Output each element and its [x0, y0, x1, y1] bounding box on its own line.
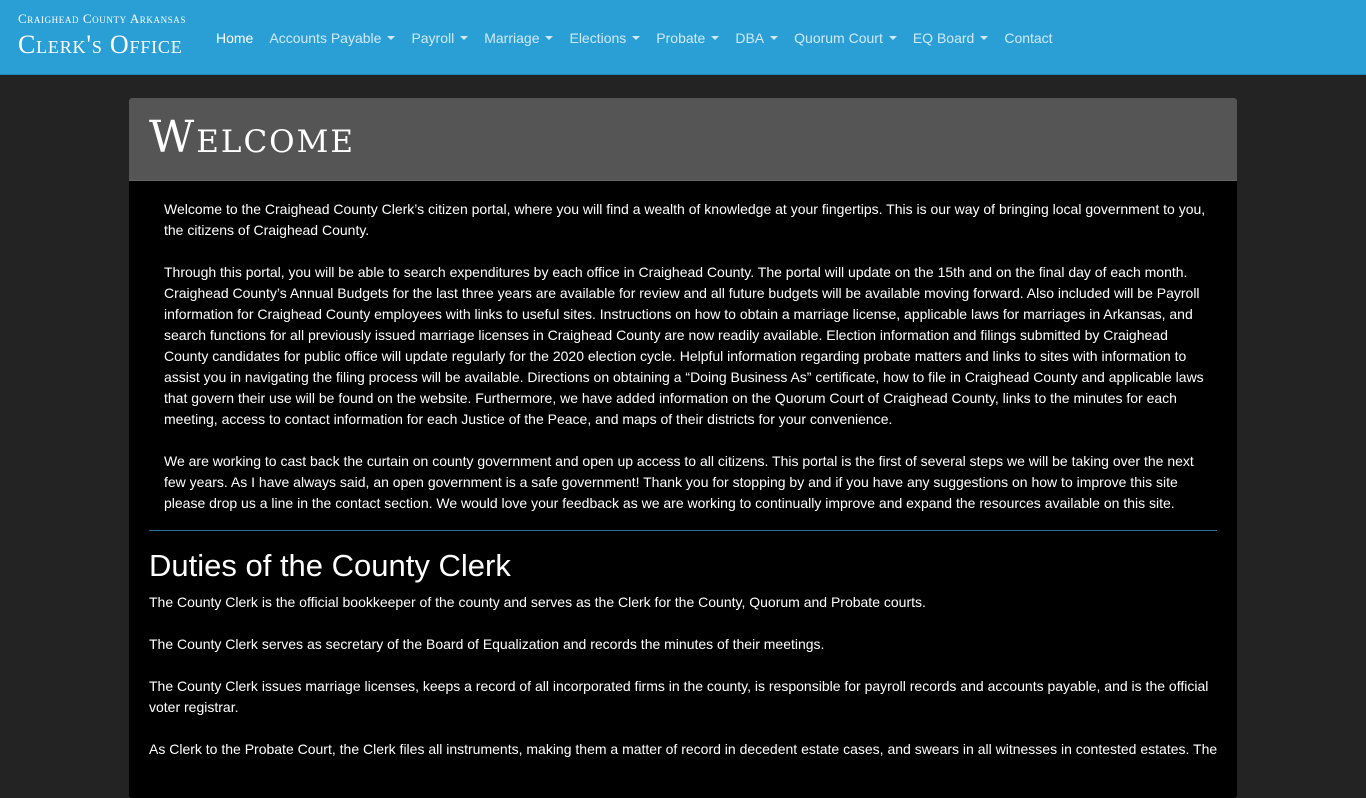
nav-dba-label[interactable]: DBA: [735, 29, 765, 46]
top-navbar: [0, 0, 1366, 75]
nav-eq-board-label[interactable]: EQ Board: [912, 29, 975, 46]
nav-payroll-label[interactable]: Payroll: [411, 29, 455, 46]
nav-dba[interactable]: [727, 30, 786, 46]
chevron-down-icon: [889, 36, 897, 40]
chevron-down-icon: [545, 36, 553, 40]
nav-marriage[interactable]: [476, 30, 561, 46]
nav-home[interactable]: [208, 30, 261, 46]
main-nav: [208, 0, 1061, 75]
brand-county-name[interactable]: Craighead County Arkansas: [18, 11, 187, 26]
site-brand[interactable]: [18, 10, 186, 60]
nav-probate-label[interactable]: Probate: [656, 29, 706, 46]
intro-paragraph: Through this portal, you will be able to search expenditures by each office in Craighead County. The portal will update on the 15th and on the final day of each month. Craighead County’s Annual Budgets for the last three years are available for review and all future budgets will be available moving forward. Also included will be Payroll information for Craighead County employees with links to useful sites. Instructions on how to obtain a marriage license, applicable laws for marriages in Arkansas, and search functions for all previously issued marriage licenses in Craighead County are now readily available. Election information and filings submitted by Craighead County candidates for public office will update regularly for the 2020 election cycle. Helpful information regarding probate matters and links to sites with information to assist you in navigating the filing process will be available. Directions on obtaining a “Doing Business As” certificate, how to file in Craighead County and applicable laws that govern their use will be found on the website. Furthermore, we have added information on the Quorum Court of Craighead County, links to the minutes for each meeting, access to contact information for each Justice of the Peace, and maps of their districts for your convenience.: [164, 264, 1204, 427]
duties-paragraph: The County Clerk issues marriage licenses, keeps a record of all incorporated firms in the county, is responsible for payroll records and accounts payable, and is the official voter registrar.: [149, 678, 1209, 715]
chevron-down-icon: [711, 36, 719, 40]
duties-paragraph: As Clerk to the Probate Court, the Clerk files all instruments, making them a matter of record in decedent estate cases, and swears in all witnesses in contested estates. The: [149, 741, 1218, 757]
page-title: Welcome: [149, 112, 355, 163]
nav-contact[interactable]: [996, 30, 1060, 46]
duties-paragraph: The County Clerk serves as secretary of the Board of Equalization and records the minutes of their meetings.: [149, 636, 825, 652]
brand-office-name[interactable]: Clerk's Office: [18, 30, 183, 59]
nav-contact-label[interactable]: Contact: [1004, 29, 1053, 46]
duties-paragraph: The County Clerk is the official bookkeeper of the county and serves as the Clerk for the County, Quorum and Probate courts.: [149, 594, 926, 610]
chevron-down-icon: [460, 36, 468, 40]
chevron-down-icon: [632, 36, 640, 40]
chevron-down-icon: [387, 36, 395, 40]
nav-marriage-label[interactable]: Marriage: [484, 29, 540, 46]
nav-accounts-payable[interactable]: [261, 30, 403, 46]
nav-accounts-payable-label[interactable]: Accounts Payable: [269, 29, 382, 46]
chevron-down-icon: [980, 36, 988, 40]
intro-paragraph: Welcome to the Craighead County Clerk’s citizen portal, where you will find a wealth of knowledge at your fingertips. This is our way of bringing local government to you, the citizens of Craighead County.: [164, 201, 1206, 238]
nav-quorum-court[interactable]: [786, 30, 905, 46]
duties-section: [149, 546, 1219, 781]
nav-eq-board[interactable]: [905, 30, 996, 46]
main-content: [129, 98, 1237, 798]
welcome-intro: [164, 199, 1209, 535]
nav-home-label[interactable]: Home: [216, 29, 254, 46]
nav-probate[interactable]: [648, 30, 727, 46]
nav-elections-label[interactable]: Elections: [569, 29, 627, 46]
duties-heading: Duties of the County Clerk: [149, 548, 511, 583]
chevron-down-icon: [770, 36, 778, 40]
nav-payroll[interactable]: [403, 30, 476, 46]
section-divider: [149, 530, 1217, 531]
intro-paragraph: We are working to cast back the curtain on county government and open up access to all citizens. This portal is the first of several steps we will be taking over the next few years. As I have always said, an open government is a safe government! Thank you for stopping by and if you have any suggestions on how to improve this site please drop us a line in the contact section. We would love your feedback as we are working to continually improve and expand the resources available on this site.: [164, 453, 1194, 511]
welcome-banner: [129, 98, 1237, 181]
nav-elections[interactable]: [561, 30, 648, 46]
nav-quorum-court-label[interactable]: Quorum Court: [794, 29, 883, 46]
